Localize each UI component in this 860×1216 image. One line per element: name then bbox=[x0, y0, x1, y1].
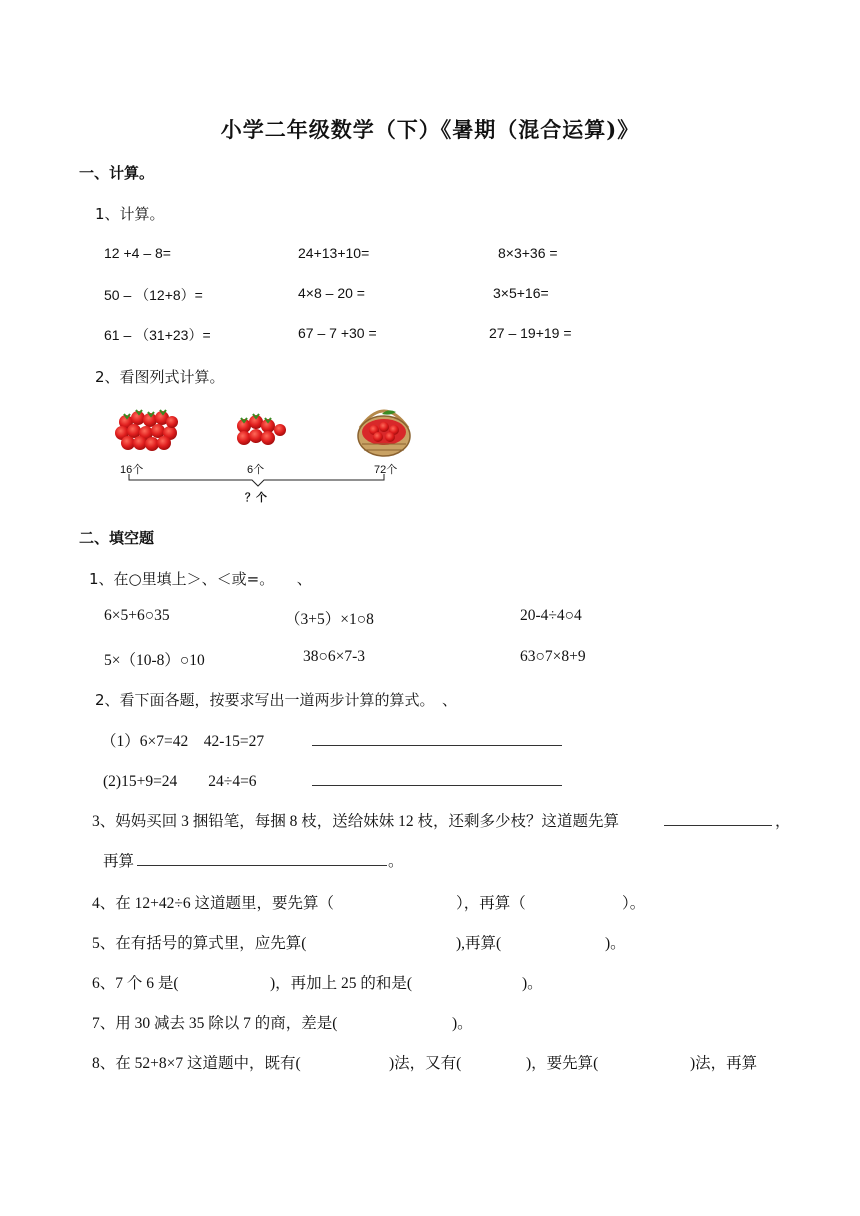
question-2-3-text-b: 再算 bbox=[103, 853, 135, 870]
question-1-1-label: 1、计算。 bbox=[95, 205, 165, 223]
compare-expression: 5×（10-8）○10 bbox=[104, 652, 205, 669]
calc-expression: 12 +4 – 8= bbox=[104, 245, 171, 261]
strawberry-basket bbox=[358, 410, 410, 456]
compare-expression: 6×5+6○35 bbox=[104, 607, 170, 624]
compare-expression: 20-4÷4○4 bbox=[520, 607, 582, 624]
compare-expression: 38○6×7-3 bbox=[303, 648, 366, 665]
question-2-5-text-a: 5、在有括号的算式里，应先算( bbox=[92, 935, 307, 952]
question-2-6-text-b: )，再加上 25 的和是( bbox=[270, 975, 413, 992]
answer-blank[interactable] bbox=[312, 731, 562, 746]
two-step-item-1: （1）6×7=42 42-15=27 bbox=[101, 733, 265, 750]
calc-expression: 27 – 19+19 = bbox=[489, 325, 572, 341]
calc-expression: 8×3+36 = bbox=[498, 245, 558, 261]
calc-expression: 61 – （31+23）= bbox=[104, 327, 211, 343]
answer-blank[interactable] bbox=[664, 811, 772, 826]
question-1-2-label: 2、看图列式计算。 bbox=[95, 368, 225, 386]
strawberry-group-6 bbox=[237, 414, 286, 445]
section-1-heading: 一、计算。 bbox=[79, 164, 155, 182]
question-2-1-label: 1、在○里填上＞、＜或=。 、 bbox=[89, 570, 312, 588]
question-2-2-label: 2、看下面各题，按要求写出一道两步计算的算式。 、 bbox=[95, 691, 458, 709]
calc-expression: 67 – 7 +30 = bbox=[298, 325, 377, 341]
calc-expression: 3×5+16= bbox=[493, 285, 549, 301]
question-2-8-text-d: )法，再算 bbox=[690, 1055, 758, 1072]
question-2-6-text-c: )。 bbox=[522, 975, 543, 992]
answer-blank[interactable] bbox=[312, 771, 562, 786]
figure-label-72: 72个 bbox=[374, 464, 398, 476]
calc-expression: 4×8 – 20 = bbox=[298, 285, 365, 301]
calc-expression: 50 – （12+8）= bbox=[104, 287, 203, 303]
figure-label-16: 16个 bbox=[120, 464, 144, 476]
answer-blank[interactable] bbox=[137, 851, 387, 866]
question-2-8-text-b: )法，又有( bbox=[389, 1055, 462, 1072]
question-2-4-text-a: 4、在 12+42÷6 这道题里，要先算（ bbox=[92, 895, 334, 912]
question-2-5-text-c: )。 bbox=[605, 935, 626, 952]
calc-expression: 24+13+10= bbox=[298, 245, 370, 261]
question-2-3-period: 。 bbox=[388, 853, 404, 870]
strawberry-figure bbox=[112, 400, 422, 505]
question-2-4-text-b: ），再算（ bbox=[456, 895, 526, 912]
strawberry-group-16 bbox=[115, 410, 178, 451]
question-2-4-text-c: ）。 bbox=[622, 895, 646, 912]
question-2-7-text-b: )。 bbox=[452, 1015, 473, 1032]
question-2-3-text: 3、妈妈买回 3 捆铅笔，每捆 8 枝，送给妹妹 12 枝，还剩多少枝？这道题先算 bbox=[92, 813, 620, 830]
compare-expression: 63○7×8+9 bbox=[520, 648, 586, 665]
question-2-6-text-a: 6、7 个 6 是( bbox=[92, 975, 179, 992]
compare-expression: （3+5）×1○8 bbox=[285, 611, 374, 628]
question-2-8-text-c: )，要先算( bbox=[526, 1055, 599, 1072]
figure-question-label: ？个 bbox=[245, 492, 267, 504]
two-step-item-2: (2)15+9=24 24÷4=6 bbox=[103, 773, 257, 790]
question-2-8-text-a: 8、在 52+8×7 这道题中，既有( bbox=[92, 1055, 301, 1072]
question-2-7-text-a: 7、用 30 减去 35 除以 7 的商，差是( bbox=[92, 1015, 338, 1032]
question-2-3-comma: ， bbox=[775, 813, 791, 830]
page-title: 小学二年级数学（下）《暑期（混合运算)》 bbox=[220, 117, 640, 142]
figure-label-6: 6个 bbox=[247, 464, 265, 476]
section-2-heading: 二、填空题 bbox=[79, 529, 155, 547]
question-2-5-text-b: ),再算( bbox=[456, 935, 502, 952]
